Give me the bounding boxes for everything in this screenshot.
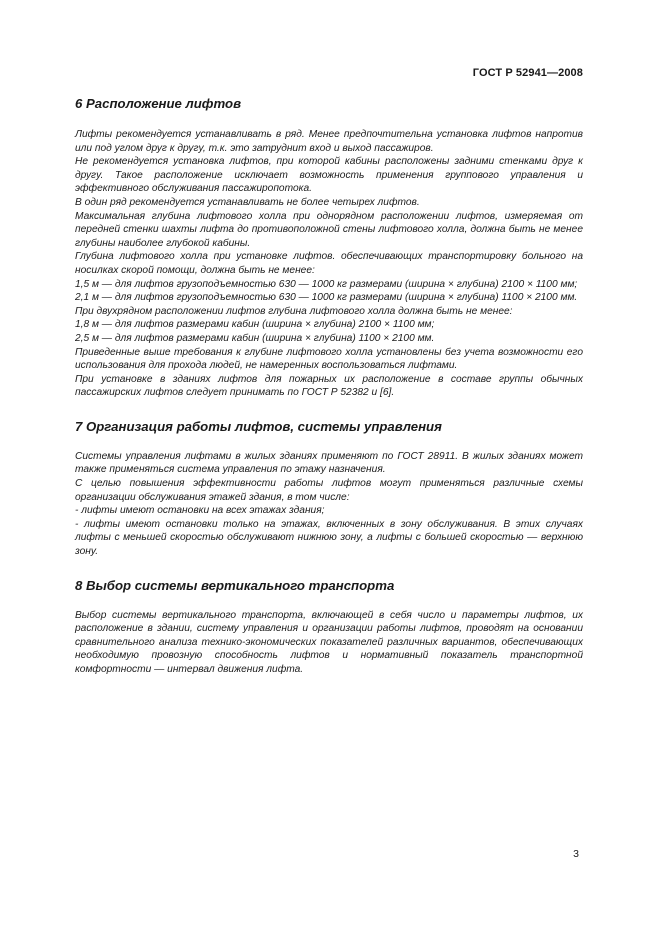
paragraph: 2,1 м — для лифтов грузоподъемностью 630 — 1000 кг размерами (ширина × глубина) 1100 × 2100 мм. xyxy=(75,292,578,304)
paragraph: При двухрядном расположении лифтов глубина лифтового холла должна быть не менее: xyxy=(75,305,513,317)
paragraph: Максимальная глубина лифтового холла при однорядном расположении лифтов, измеряемая от передней стенки шахты лифта до противоположной стены лифтового холла, должна быть не менее глубины наиболее глубокой кабины. xyxy=(75,210,583,249)
paragraph: 1,5 м — для лифтов грузоподъемностью 630 — 1000 кг размерами (ширина × глубина) 2100 × 1100 мм; xyxy=(75,278,578,290)
paragraph: Лифты рекомендуется устанавливать в ряд. Менее предпочтительна установка лифтов напротив или под углом друг к другу, т.к. это затруднит вход и выход пассажиров. xyxy=(75,129,583,154)
section-title: 6 Расположение лифтов xyxy=(75,96,242,111)
paragraph: С целью повышения эффективности работы лифтов могут применяться различные схемы организации обслуживания этажей здания, в том числе: xyxy=(75,478,583,503)
paragraph: Приведенные выше требования к глубине лифтового холла установлены без учета возможности его использования для прохода людей, не намеренных воспользоваться лифтами. xyxy=(75,346,583,372)
section-8 xyxy=(75,578,583,677)
document-body xyxy=(75,90,583,677)
paragraph: 2,5 м — для лифтов размерами кабин (ширина × глубина) 1100 × 2100 мм. xyxy=(75,332,435,344)
paragraph: В один ряд рекомендуется устанавливать не более четырех лифтов. xyxy=(75,196,420,208)
section-6 xyxy=(75,96,583,400)
section-title: 8 Выбор системы вертикального транспорта xyxy=(75,577,395,593)
list-item: - лифты имеют остановки только на этажах, включенных в зону обслуживания. В этих случаях лифты с меньшей скоростью обслуживают нижнюю зону, а лифты с большей скоростью — верхнюю зону. xyxy=(75,518,583,558)
paragraph: Не рекомендуется установка лифтов, при которой кабины расположены задними стенками друг к другу. Такое расположение исключает возможность применения группового управления и эффективного обслуживания пассажиропотока. xyxy=(75,156,583,195)
document-id-header: ГОСТ Р 52941—2008 xyxy=(472,67,583,79)
page-number: 3 xyxy=(573,848,579,860)
section-7 xyxy=(75,419,583,559)
paragraph: Системы управления лифтами в жилых зданиях применяют по ГОСТ 28911. В жилых зданиях может также применяться система управления по этажу назначения. xyxy=(75,450,583,476)
paragraph: 1,8 м — для лифтов размерами кабин (ширина × глубина) 2100 × 1100 мм; xyxy=(75,319,435,331)
paragraph: Глубина лифтового холла при установке лифтов. обеспечивающих транспортировку больного на носилках скорой помощи, должна быть не менее: xyxy=(75,251,583,276)
paragraph: Выбор системы вертикального транспорта, включающей в себя число и параметры лифтов, их расположение в здании, систему управления и организации работы лифтов, проводят на основании сравнительного анализа технико-экономических показателей различных вариантов, обеспечивающих необходимую провозную способность лифтов и нормативный показатель транспортной комфортности — интервал движения лифта. xyxy=(75,609,583,675)
section-title: 7 Организация работы лифтов, системы управления xyxy=(75,418,442,434)
paragraph: При установке в зданиях лифтов для пожарных их расположение в составе группы обычных пассажирских лифтов следует принимать по ГОСТ Р 52382 и [6]. xyxy=(75,373,583,399)
list-item: - лифты имеют остановки на всех этажах здания; xyxy=(75,505,325,517)
